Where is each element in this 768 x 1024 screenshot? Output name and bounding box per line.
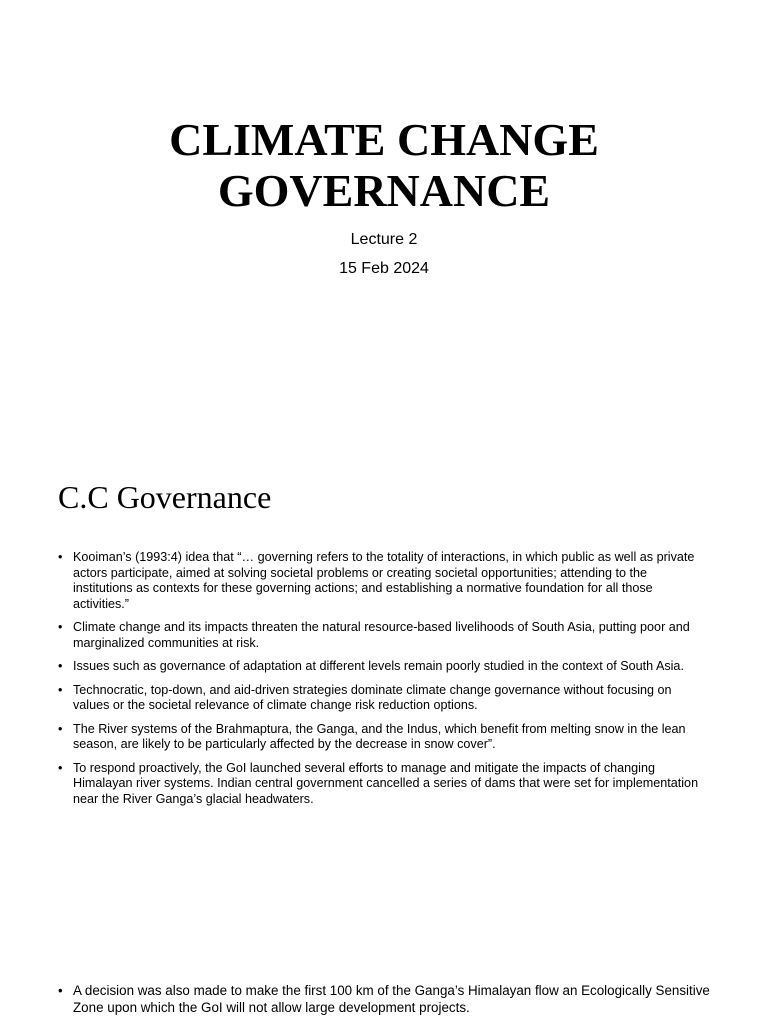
bullet-icon: • <box>58 659 63 674</box>
bullet-text: Technocratic, top-down, and aid-driven strategies dominate climate change governance without focusing on values or the societal relevance of climate change risk reduction options. <box>73 682 672 713</box>
bullet-icon: • <box>58 721 63 736</box>
list-item <box>58 659 706 675</box>
title-line-1: CLIMATE CHANGE <box>169 114 599 165</box>
title-line-2: GOVERNANCE <box>217 165 551 216</box>
list-item <box>58 761 706 808</box>
next-slide-bullet <box>58 983 733 1016</box>
bullet-text: The River systems of the Brahmaptura, the Ganga, and the Indus, which benefit from melting snow in the lean season, are likely to be particularly affected by the decrease in snow cover”. <box>73 721 686 752</box>
lecture-number: Lecture 2 <box>350 231 418 248</box>
bullet-text: Climate change and its impacts threaten the natural resource-based livelihoods of South Asia, putting poor and marginalized communities at risk. <box>73 620 690 651</box>
bullet-icon: • <box>58 620 63 635</box>
bullet-text: To respond proactively, the GoI launched several efforts to manage and mitigate the impacts of changing Himalayan river systems. Indian central government cancelled a series of dams that were set for implementation near the River Ganga’s glacial headwaters. <box>73 760 699 807</box>
list-item <box>58 550 706 613</box>
list-item <box>58 722 706 753</box>
bullet-icon: • <box>58 760 63 775</box>
bullet-text: A decision was also made to make the first 100 km of the Ganga’s Himalayan flow an Ecologically Sensitive Zone upon which the GoI will not allow large development projects. <box>73 983 710 1015</box>
slide-title <box>0 114 768 216</box>
bullet-icon: • <box>58 983 63 998</box>
bullet-text: Kooiman’s (1993:4) idea that “… governing refers to the totality of interactions, in which public as well as private actors participate, aimed at solving societal problems or creating societal opportunities; attending to the institutions as contexts for these governing actions; and establishing a normative foundation for all those activities.” <box>73 550 695 612</box>
section-heading: C.C Governance <box>58 479 272 515</box>
bullet-list <box>58 550 706 815</box>
bullet-icon: • <box>58 550 63 564</box>
bullet-icon: • <box>58 682 63 697</box>
list-item <box>58 683 706 714</box>
lecture-date: 15 Feb 2024 <box>339 260 429 277</box>
bullet-text: Issues such as governance of adaptation at different levels remain poorly studied in the context of South Asia. <box>73 659 684 674</box>
list-item <box>58 620 706 651</box>
